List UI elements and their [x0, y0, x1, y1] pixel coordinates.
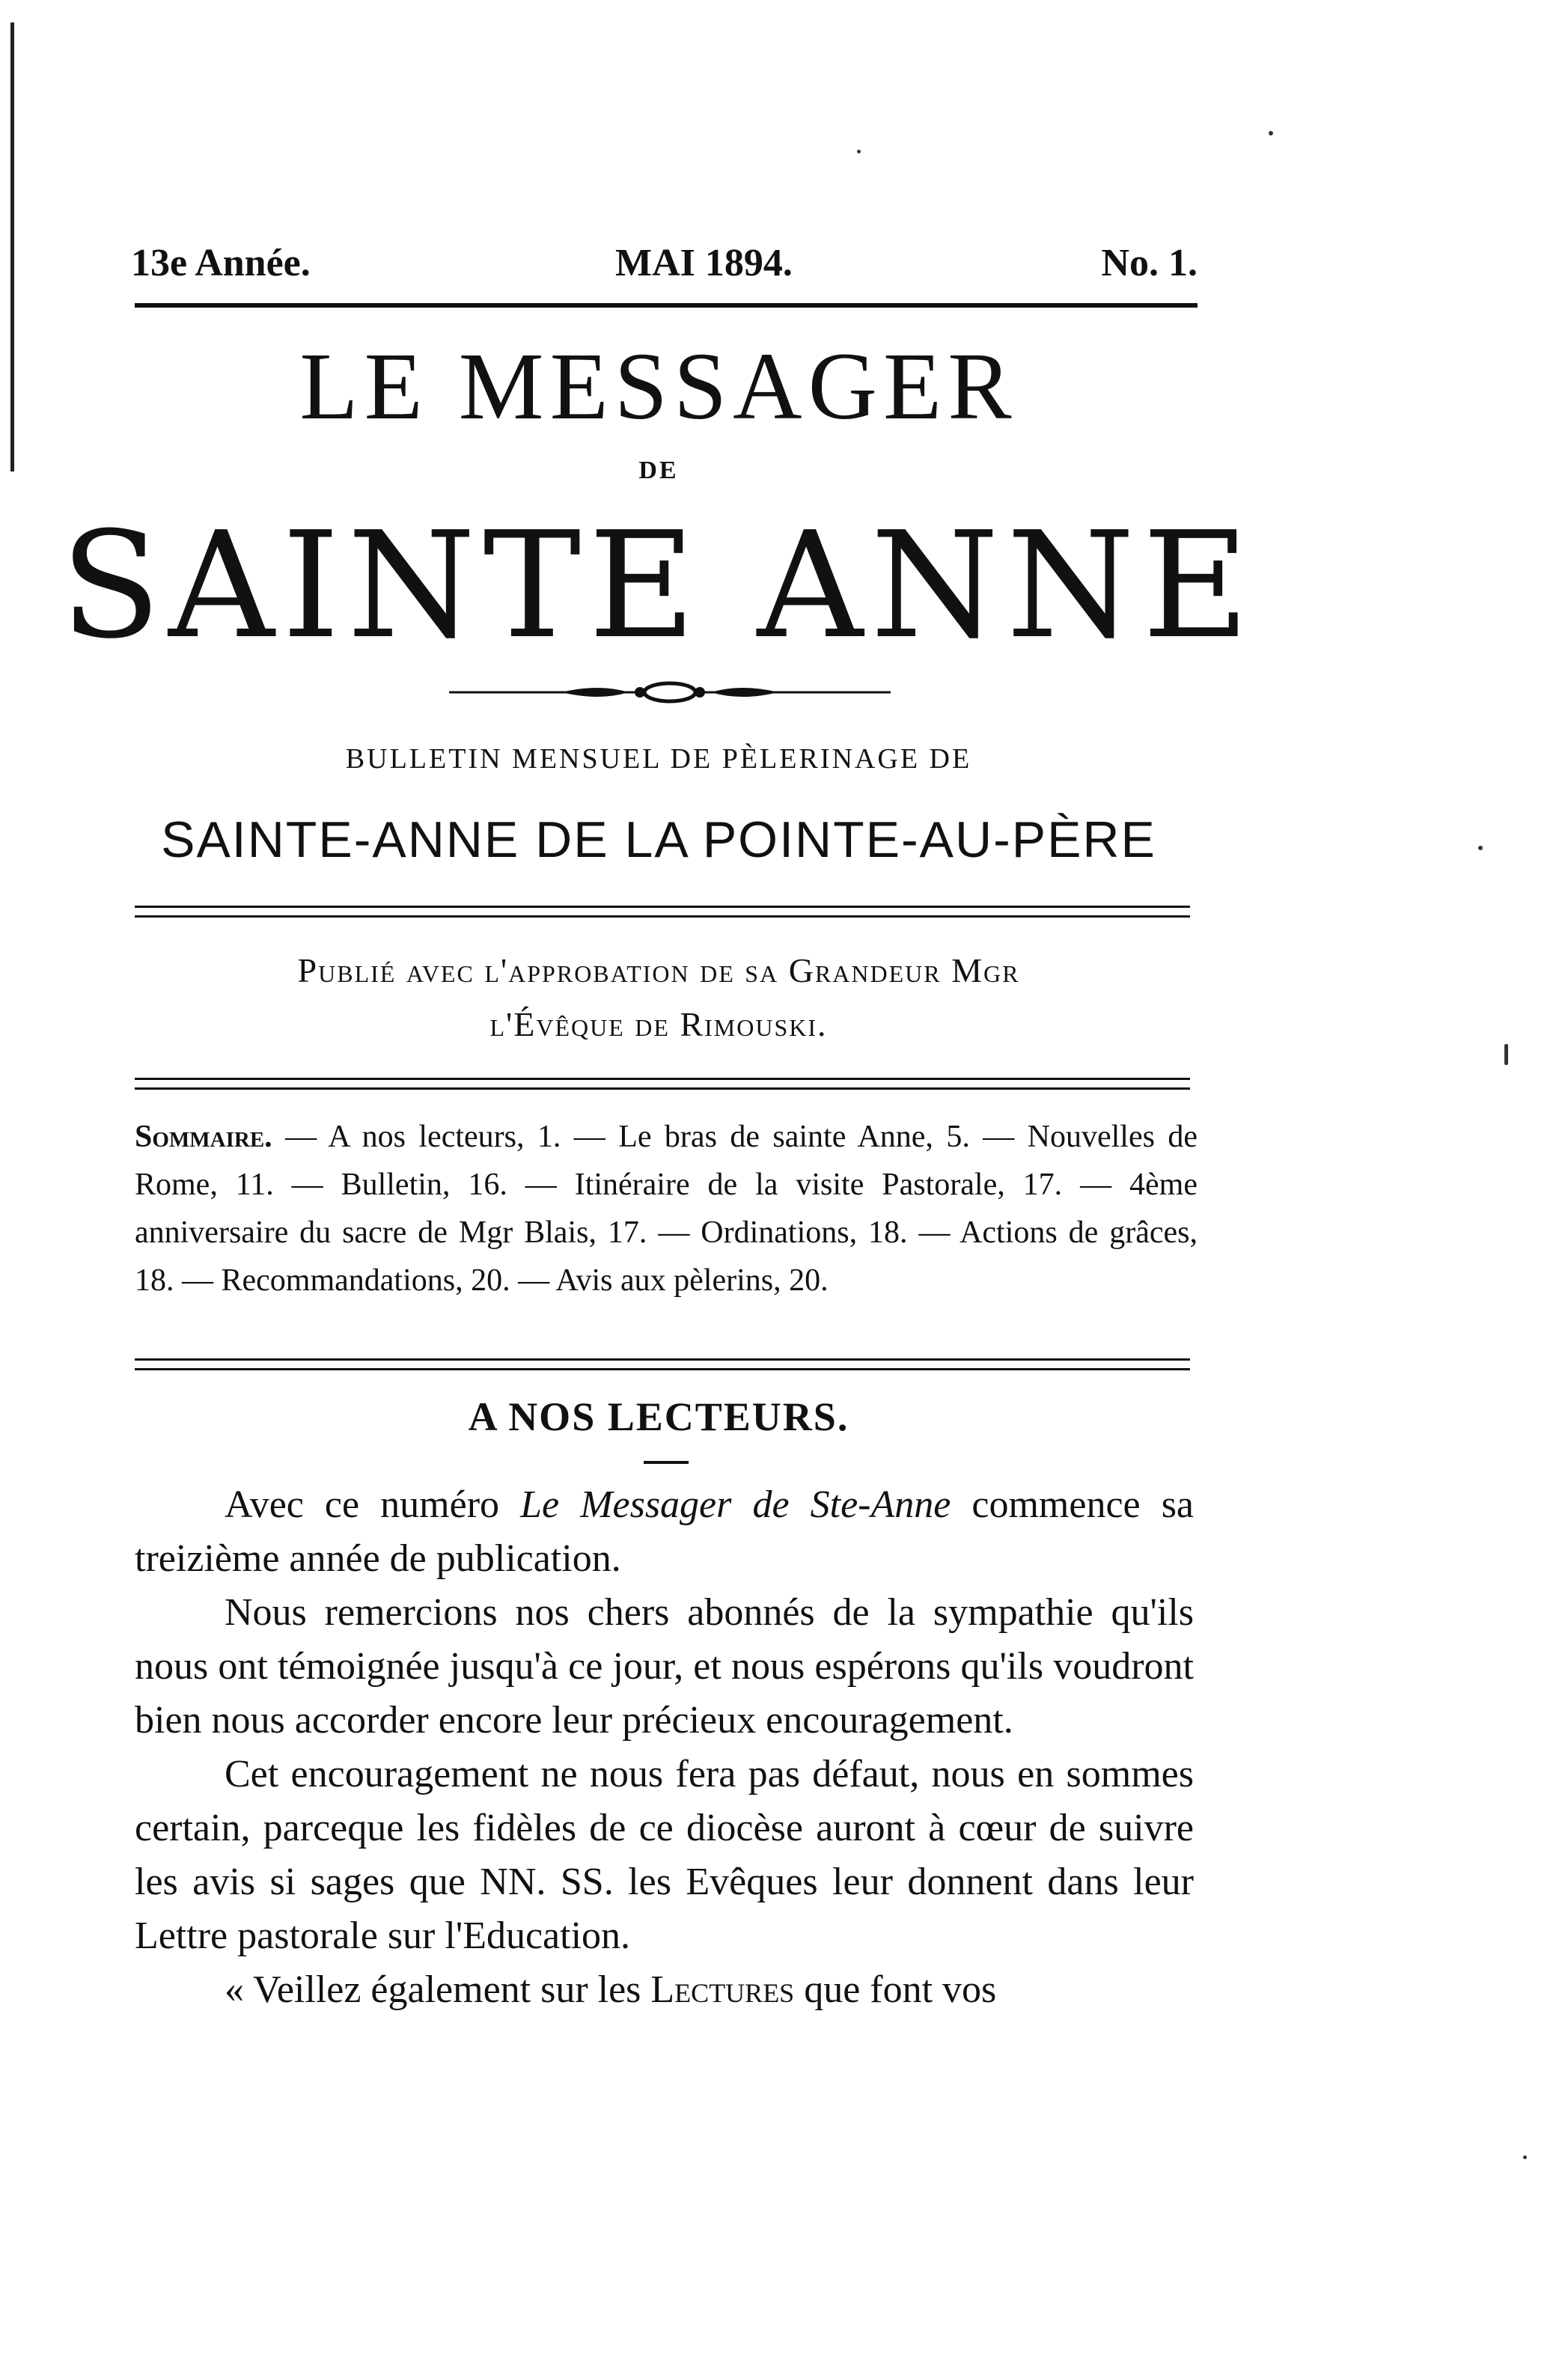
paragraph-2: Nous remercions nos chers abonnés de la sympathie qu'ils nous ont témoignée jusqu'à ce jour, et nous espérons qu'ils voudront bien nous accorder encore leur précieux encouragement. [135, 1591, 1194, 1742]
rule-double-2 [135, 1078, 1190, 1090]
ornament-divider [449, 677, 891, 707]
rule-double-3 [135, 1358, 1190, 1370]
approval-line1: Publié avec l'approbation de sa Grandeur Mgr [297, 951, 1020, 989]
scan-speck [1478, 846, 1483, 850]
paragraph-1: Avec ce numéro Le Messager de Ste-Anne commence sa treizième année de publication. [135, 1483, 1195, 1580]
article-title: A NOS LECTEURS. [468, 1394, 849, 1439]
scan-speck [1523, 2155, 1527, 2159]
scan-speck [1269, 131, 1273, 135]
issue-date: MAI 1894. [615, 242, 793, 284]
scan-speck [1504, 1044, 1508, 1065]
summary-lead: Sommaire. [135, 1120, 272, 1154]
masthead-connector: DE [638, 457, 679, 484]
masthead-line1: LE MESSAGER [299, 333, 1018, 439]
bulletin-subtitle: BULLETIN MENSUEL DE PÈLERINAGE DE [345, 743, 972, 775]
approval-line2: l'Évêque de Rimouski. [489, 1005, 828, 1043]
publication-name: Le Messager de Ste-Anne [520, 1483, 951, 1526]
masthead-line2: SAINTE ANNE [60, 501, 1257, 671]
issue-number: No. 1. [1101, 242, 1198, 284]
summary-text: — A nos lecteurs, 1. — Le bras de sainte Anne, 5. — Nouvelles de Rome, 11. — Bulletin, 16. — Itinéraire de la visite Pastorale, 17. — 4ème anniversaire du sacre de Mgr Blais, 17. — Ordinations, 18. — Actions de grâces, 18. — Recommandations, 20. — Avis aux pèlerins, 20. [135, 1120, 1198, 1298]
emphasis-lectures: Lectures [650, 1968, 795, 2011]
pilgrimage-place: SAINTE-ANNE DE LA POINTE-AU-PÈRE [161, 811, 1156, 868]
issue-year: 13e Année. [131, 242, 311, 284]
title-dash [644, 1461, 689, 1464]
paragraph-3: Cet encouragement ne nous fera pas défaut, nous en sommes certain, parceque les fidèles de ce diocèse auront à cœur de suivre les avis si sages que NN. SS. les Evêques leur donnent dans leur Lettre pastorale sur l'Education. [135, 1753, 1194, 1957]
rule-double-1 [135, 906, 1190, 918]
paragraph-4: « Veillez également sur les Lectures que font vos [225, 1968, 997, 2011]
table-of-contents [135, 1113, 1198, 1304]
article-body [135, 1478, 1194, 2017]
scan-speck [857, 150, 861, 153]
header-rule [135, 303, 1198, 308]
